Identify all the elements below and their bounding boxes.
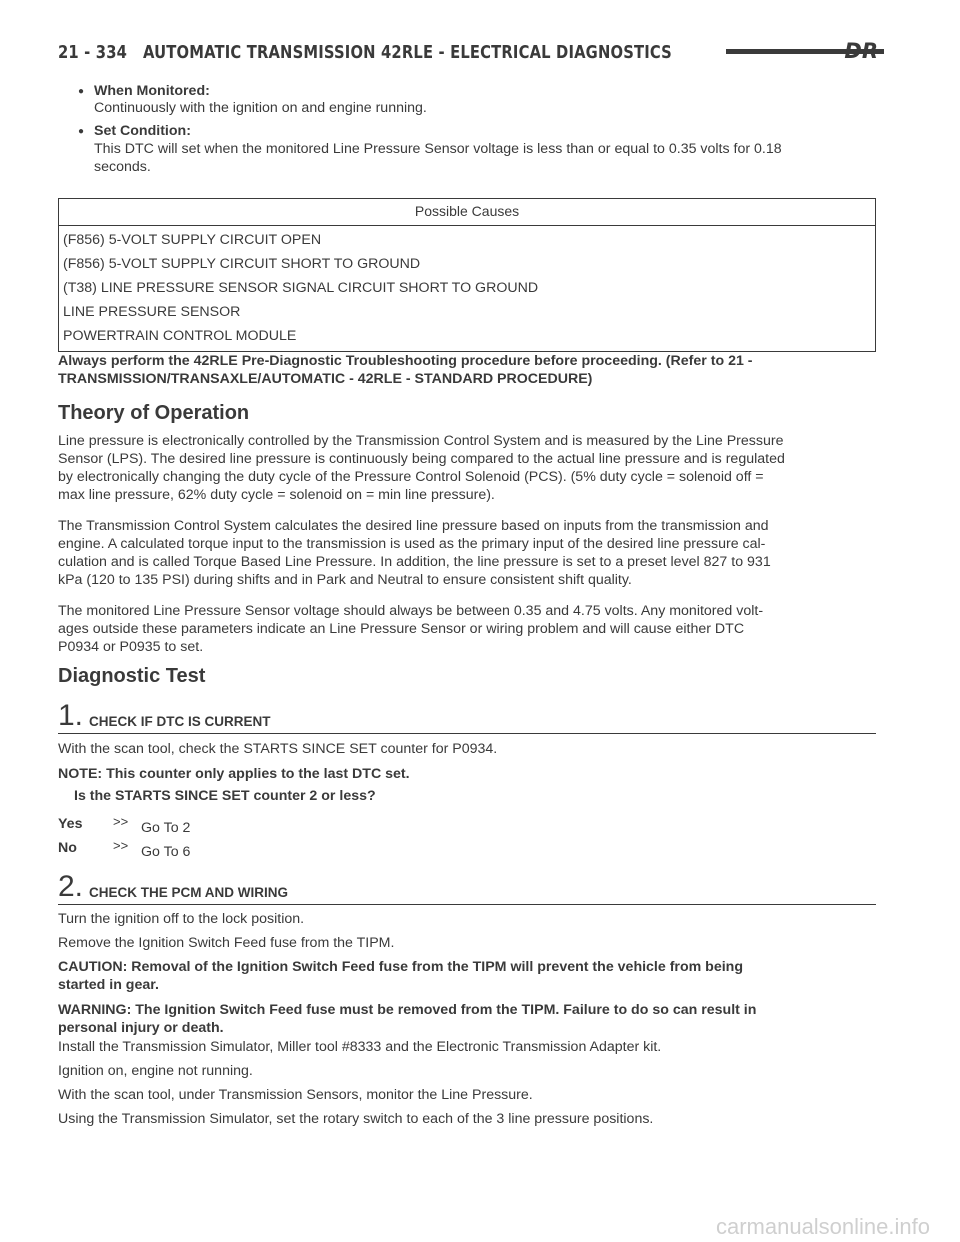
step-2-instruction: With the scan tool, under Transmission Sensors, monitor the Line Pressure. bbox=[58, 1087, 533, 1103]
always-note: Always perform the 42RLE Pre-Diagnostic Troubleshooting procedure before proceeding. (Refer to 21 - bbox=[58, 353, 753, 369]
when-monitored-label: When Monitored: bbox=[94, 83, 210, 99]
step-1-instruction: With the scan tool, check the STARTS SINCE SET counter for P0934. bbox=[58, 741, 498, 757]
possible-causes-table bbox=[58, 198, 876, 352]
theory-paragraph-3 bbox=[58, 602, 876, 656]
answer-yes-label: Yes bbox=[58, 816, 83, 832]
arrow-icon: >> bbox=[113, 838, 129, 853]
text-line: ages outside these parameters indicate an Line Pressure Sensor or wiring problem and will cause either DTC bbox=[58, 621, 745, 637]
step-2-header bbox=[58, 870, 876, 905]
text-line: by electronically changing the duty cycle of the Pressure Control Solenoid (PCS). (5% duty cycle = solenoid off = bbox=[58, 469, 764, 485]
cause-item: POWERTRAIN CONTROL MODULE bbox=[63, 328, 297, 344]
step-2-warning-cont: personal injury or death. bbox=[58, 1020, 224, 1036]
watermark: carmanualsonline.info bbox=[715, 1214, 930, 1239]
possible-causes-heading: Possible Causes bbox=[59, 199, 875, 226]
when-monitored-text: Continuously with the ignition on and engine running. bbox=[94, 100, 427, 116]
step-2-instruction: Using the Transmission Simulator, set the rotary switch to each of the 3 line pressure positions. bbox=[58, 1111, 654, 1127]
step-2-caution-cont: started in gear. bbox=[58, 977, 159, 993]
page-number: 21 - 334 bbox=[58, 41, 128, 63]
always-note-cont: TRANSMISSION/TRANSAXLE/AUTOMATIC - 42RLE - STANDARD PROCEDURE) bbox=[58, 371, 593, 387]
answer-no-label: No bbox=[58, 840, 77, 856]
text-line: kPa (120 to 135 PSI) during shifts and in Park and Neutral to ensure consistent shift quality. bbox=[58, 572, 632, 588]
step-2-instruction: Ignition on, engine not running. bbox=[58, 1063, 253, 1079]
step-2-instruction: Install the Transmission Simulator, Miller tool #8333 and the Electronic Transmission Adapter kit. bbox=[58, 1039, 662, 1055]
set-condition-text: This DTC will set when the monitored Line Pressure Sensor voltage is less than or equal to 0.35 volts for 0.18 bbox=[94, 141, 782, 157]
step-number: 2. bbox=[58, 870, 84, 903]
text-line: The Transmission Control System calculates the desired line pressure based on inputs from the transmission and bbox=[58, 518, 769, 534]
arrow-icon: >> bbox=[113, 814, 129, 829]
step-2-instruction: Remove the Ignition Switch Feed fuse from the TIPM. bbox=[58, 935, 395, 951]
bullet-icon: ● bbox=[78, 86, 85, 97]
step-2-caution: CAUTION: Removal of the Ignition Switch Feed fuse from the TIPM will prevent the vehicle from being bbox=[58, 959, 744, 975]
step-1-header bbox=[58, 699, 876, 734]
step-1-note: NOTE: This counter only applies to the last DTC set. bbox=[58, 766, 410, 782]
answer-no-action[interactable]: Go To 6 bbox=[141, 844, 191, 860]
cause-item: (F856) 5-VOLT SUPPLY CIRCUIT SHORT TO GROUND bbox=[63, 256, 421, 272]
page-header bbox=[58, 37, 878, 67]
step-title: CHECK THE PCM AND WIRING bbox=[89, 885, 288, 900]
text-line: P0934 or P0935 to set. bbox=[58, 639, 204, 655]
text-line: engine. A calculated torque input to the transmission is used as the primary input of the desired line pressure cal- bbox=[58, 536, 766, 552]
cause-item: (T38) LINE PRESSURE SENSOR SIGNAL CIRCUIT SHORT TO GROUND bbox=[63, 280, 539, 296]
text-line: culation and is called Torque Based Line Pressure. In addition, the line pressure is set to a preset level 827 to 931 bbox=[58, 554, 771, 570]
step-1-question: Is the STARTS SINCE SET counter 2 or less? bbox=[74, 788, 376, 804]
text-line: Sensor (LPS). The desired line pressure is continuously being compared to the actual line pressure and is regulated bbox=[58, 451, 785, 467]
theory-paragraph-1 bbox=[58, 432, 876, 504]
model-code: DR bbox=[844, 39, 878, 63]
text-line: max line pressure, 62% duty cycle = solenoid on = min line pressure). bbox=[58, 487, 495, 503]
step-2-instruction: Turn the ignition off to the lock position. bbox=[58, 911, 305, 927]
step-number: 1. bbox=[58, 699, 84, 732]
page-title: AUTOMATIC TRANSMISSION 42RLE - ELECTRICAL DIAGNOSTICS bbox=[143, 41, 672, 63]
cause-item: LINE PRESSURE SENSOR bbox=[63, 304, 241, 320]
answer-yes-action[interactable]: Go To 2 bbox=[141, 820, 191, 836]
theory-paragraph-2 bbox=[58, 517, 876, 589]
step-2-warning: WARNING: The Ignition Switch Feed fuse must be removed from the TIPM. Failure to do so can result in bbox=[58, 1002, 757, 1018]
text-line: The monitored Line Pressure Sensor voltage should always be between 0.35 and 4.75 volts. Any monitored volt- bbox=[58, 603, 764, 619]
diagnostic-test-heading: Diagnostic Test bbox=[58, 665, 206, 687]
set-condition-label: Set Condition: bbox=[94, 123, 191, 139]
bullet-icon: ● bbox=[78, 126, 85, 137]
theory-heading: Theory of Operation bbox=[58, 402, 250, 424]
set-condition-text-cont: seconds. bbox=[94, 159, 151, 175]
cause-item: (F856) 5-VOLT SUPPLY CIRCUIT OPEN bbox=[63, 232, 322, 248]
step-title: CHECK IF DTC IS CURRENT bbox=[89, 714, 271, 729]
text-line: Line pressure is electronically controlled by the Transmission Control System and is measured by the Line Pressure bbox=[58, 433, 784, 449]
